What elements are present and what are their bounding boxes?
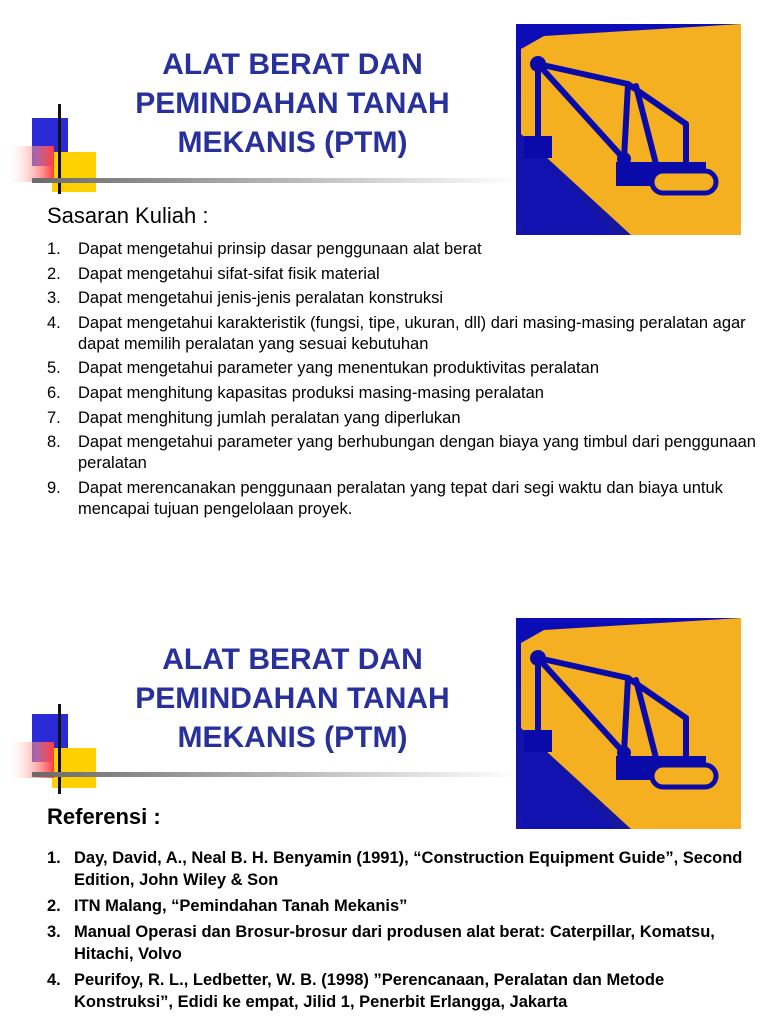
item-text: Dapat menghitung kapasitas produksi masing-masing peralatan	[78, 383, 544, 402]
item-text: Peurifoy, R. L., Ledbetter, W. B. (1998) ”Perencanaan, Peralatan dan Metode Konstruksi”, Edidi ke empat, Jilid 1, Penerbit Erlangga, Jakarta	[74, 971, 665, 1011]
item-number: 7.	[47, 408, 61, 427]
title-line-1: ALAT BERAT DAN	[162, 48, 423, 81]
item-text: Manual Operasi dan Brosur-brosur dari produsen alat berat: Caterpillar, Komatsu, Hitachi, Volvo	[74, 923, 715, 963]
item-number: 3.	[47, 289, 61, 308]
title-line-3: MEKANIS (PTM)	[177, 126, 408, 159]
item-number: 1.	[47, 240, 61, 258]
item-text: Dapat mengetahui sifat-sifat fisik material	[78, 264, 380, 283]
deco-horizontal-line	[32, 772, 518, 777]
section-title-referensi: Referensi :	[47, 804, 161, 829]
list-item	[47, 478, 759, 520]
item-number: 4.	[47, 313, 61, 332]
section-title-sasaran: Sasaran Kuliah :	[47, 203, 209, 228]
slide-2-title	[95, 640, 490, 757]
list-item	[47, 408, 759, 429]
list-item	[47, 358, 759, 379]
list-item	[47, 847, 759, 891]
item-number: 1.	[47, 849, 61, 867]
list-item	[47, 895, 759, 917]
item-text: ITN Malang, “Pemindahan Tanah Mekanis”	[74, 897, 408, 915]
title-line-1: ALAT BERAT DAN	[162, 643, 423, 676]
deco-red-square	[6, 146, 54, 182]
list-item	[47, 921, 759, 965]
objectives-list	[47, 239, 759, 523]
list-item	[47, 288, 759, 309]
list-item	[47, 239, 759, 260]
item-text: Dapat merencanakan penggunaan peralatan yang tepat dari segi waktu dan biaya untuk mencapai tujuan pengelolaan proyek.	[78, 478, 723, 518]
deco-horizontal-line	[32, 178, 518, 183]
item-number: 6.	[47, 383, 61, 402]
item-number: 8.	[47, 433, 61, 452]
slide-1-title	[95, 45, 490, 162]
title-line-3: MEKANIS (PTM)	[177, 721, 408, 754]
references-list	[47, 847, 759, 1017]
excavator-logo	[516, 618, 741, 829]
item-number: 9.	[47, 478, 61, 497]
item-number: 3.	[47, 923, 61, 941]
item-text: Dapat mengetahui parameter yang berhubungan dengan biaya yang timbul dari penggunaan peralatan	[78, 433, 756, 473]
item-number: 5.	[47, 359, 61, 378]
title-line-2: PEMINDAHAN TANAH	[135, 682, 450, 715]
item-text: Day, David, A., Neal B. H. Benyamin (1991), “Construction Equipment Guide”, Second Edition, John Wiley & Son	[74, 849, 743, 889]
list-item	[47, 383, 759, 404]
list-item	[47, 969, 759, 1013]
item-text: Dapat mengetahui prinsip dasar penggunaan alat berat	[78, 240, 482, 258]
item-text: Dapat mengetahui parameter yang menentukan produktivitas peralatan	[78, 359, 599, 378]
item-number: 2.	[47, 897, 61, 915]
list-item	[47, 264, 759, 285]
list-item	[47, 432, 759, 474]
item-number: 2.	[47, 264, 61, 283]
deco-vertical-line	[58, 704, 61, 794]
item-text: Dapat mengetahui karakteristik (fungsi, tipe, ukuran, dll) dari masing-masing peralatan agar dapat memilih peralatan yang sesuai kebutuhan	[78, 313, 746, 353]
slide-2	[0, 596, 768, 1024]
item-text: Dapat mengetahui jenis-jenis peralatan konstruksi	[78, 289, 444, 308]
excavator-logo	[516, 24, 741, 235]
title-line-2: PEMINDAHAN TANAH	[135, 87, 450, 120]
item-text: Dapat menghitung jumlah peralatan yang diperlukan	[78, 408, 461, 427]
list-item	[47, 313, 759, 355]
item-number: 4.	[47, 971, 61, 989]
